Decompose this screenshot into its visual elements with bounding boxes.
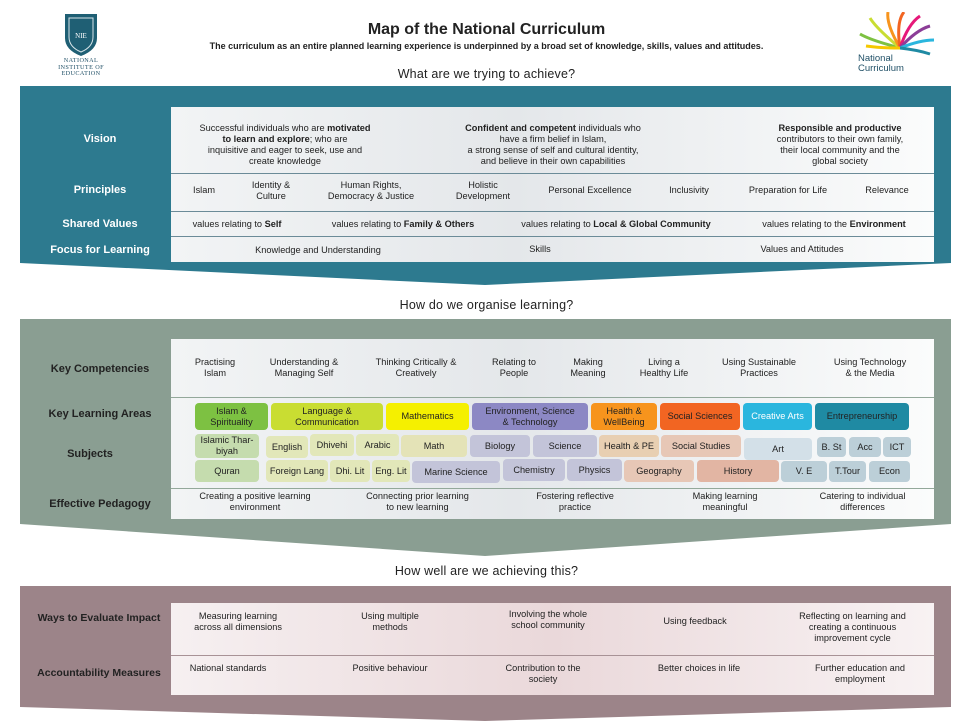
- subject-ve: V. E: [781, 461, 827, 482]
- competency-thinking: Thinking Critically & Creatively: [375, 357, 457, 379]
- accountability-education: Further education and employment: [815, 663, 905, 685]
- accountability-contribution: Contribution to the society: [505, 663, 581, 685]
- evaluate-measuring: Measuring learning across all dimensions: [194, 611, 282, 633]
- principle-excellence: Personal Excellence: [548, 185, 632, 195]
- question-achieve: What are we trying to achieve?: [397, 67, 576, 81]
- area-math: Mathematics: [386, 403, 469, 430]
- pedagogy-environment: Creating a positive learning environment: [199, 491, 311, 513]
- row-label-learning-areas: Key Learning Areas: [48, 408, 152, 420]
- principle-human-rights: Human Rights, Democracy & Justice: [327, 180, 415, 202]
- subject-acc: Acc: [849, 437, 881, 457]
- subject-eng-lit: Eng. Lit: [372, 460, 410, 482]
- row-label-shared-values: Shared Values: [62, 218, 138, 230]
- principle-preparation: Preparation for Life: [748, 185, 828, 195]
- pedagogy-reflective: Fostering reflective practice: [536, 491, 614, 513]
- focus-knowledge: Knowledge and Understanding: [255, 245, 381, 255]
- competency-sustainable: Using Sustainable Practices: [721, 357, 797, 379]
- principle-identity: Identity & Culture: [251, 180, 291, 202]
- nie-logo-text: NATIONAL INSTITUTE OF EDUCATION: [58, 57, 104, 77]
- subject-econ: Econ: [869, 461, 910, 482]
- accountability-choices: Better choices in life: [657, 663, 741, 673]
- subject-ict: ICT: [883, 437, 911, 457]
- row-label-evaluate: Ways to Evaluate Impact: [37, 612, 161, 624]
- principle-islam: Islam: [193, 185, 215, 195]
- evaluate-feedback: Using feedback: [663, 616, 727, 626]
- competency-healthy: Living a Healthy Life: [639, 357, 689, 379]
- area-environment: Environment, Science & Technology: [472, 403, 588, 430]
- value-family: values relating to Family & Others: [331, 219, 475, 229]
- subject-social-studies: Social Studies: [661, 435, 741, 457]
- row-label-principles: Principles: [73, 184, 127, 196]
- competency-technology: Using Technology & the Media: [833, 357, 907, 379]
- area-social: Social Sciences: [660, 403, 740, 430]
- principle-relevance: Relevance: [865, 185, 909, 195]
- row-label-accountability: Accountability Measures: [37, 667, 161, 679]
- focus-values: Values and Attitudes: [760, 244, 844, 254]
- subject-math: Math: [401, 435, 467, 457]
- competency-islam: Practising Islam: [194, 357, 236, 379]
- subject-ttour: T.Tour: [829, 461, 866, 482]
- principle-holistic: Holistic Development: [455, 180, 511, 202]
- row-label-vision: Vision: [83, 133, 117, 145]
- subject-health-pe: Health & PE: [599, 435, 659, 457]
- competency-relating: Relating to People: [492, 357, 536, 379]
- subject-history: History: [697, 460, 779, 482]
- principle-inclusivity: Inclusivity: [669, 185, 709, 195]
- vision-1: Successful individuals who are motivated to learn and explore; who are inquisitive and eager to seek, use and create knowledge: [199, 123, 371, 167]
- question-organise: How do we organise learning?: [399, 298, 574, 312]
- pedagogy-meaningful: Making learning meaningful: [692, 491, 758, 513]
- subject-art: Art: [744, 438, 812, 460]
- value-self: values relating to Self: [192, 219, 282, 229]
- pedagogy-differences: Catering to individual differences: [819, 491, 906, 513]
- nie-badge-text: NIE: [75, 32, 87, 40]
- row-label-competencies: Key Competencies: [50, 363, 150, 375]
- evaluate-multiple: Using multiple methods: [361, 611, 419, 633]
- subject-geography: Geography: [624, 460, 694, 482]
- subject-chemistry: Chemistry: [503, 459, 565, 481]
- subject-foreign-lang: Foreign Lang: [266, 460, 328, 482]
- vision-2: Confident and competent individuals who have a firm belief in Islam, a strong sense of self and cultural identity, and believe in their own capabilities: [465, 123, 641, 167]
- pedagogy-prior-learning: Connecting prior learning to new learning: [366, 491, 469, 513]
- area-health: Health & WellBeing: [591, 403, 657, 430]
- subject-english: English: [266, 436, 308, 458]
- competency-self: Understanding & Managing Self: [269, 357, 339, 379]
- curriculum-flower-icon: [850, 12, 935, 56]
- vision-3: Responsible and productive contributors to their own family, their local community and the global society: [776, 123, 904, 167]
- competency-meaning: Making Meaning: [570, 357, 606, 379]
- row-label-subjects: Subjects: [67, 448, 113, 460]
- subject-marine-science: Marine Science: [412, 461, 500, 483]
- curriculum-logo-text: National Curriculum: [858, 53, 904, 75]
- subject-bst: B. St: [817, 437, 846, 457]
- subject-dhi-lit: Dhi. Lit: [330, 460, 370, 482]
- subject-science: Science: [533, 435, 597, 457]
- value-community: values relating to Local & Global Community: [521, 219, 711, 229]
- accountability-behaviour: Positive behaviour: [352, 663, 428, 673]
- evaluate-reflecting: Reflecting on learning and creating a continuous improvement cycle: [799, 611, 906, 644]
- value-environment: values relating to the Environment: [762, 219, 906, 229]
- subject-islamic-tharbiyah: Islamic Thar- biyah: [195, 434, 259, 458]
- page-subtitle: The curriculum as an entire planned learning experience is underpinned by a broad set of knowledge, skills, values and attitudes.: [209, 41, 764, 51]
- focus-skills: Skills: [529, 244, 551, 254]
- accountability-standards: National standards: [189, 663, 267, 673]
- row-label-pedagogy: Effective Pedagogy: [49, 498, 151, 510]
- subject-arabic: Arabic: [356, 434, 399, 456]
- area-language: Language & Communication: [271, 403, 383, 430]
- subject-quran: Quran: [195, 460, 259, 482]
- subject-physics: Physics: [567, 459, 622, 481]
- evaluate-whole-school: Involving the whole school community: [508, 609, 588, 631]
- row-label-focus: Focus for Learning: [50, 244, 150, 256]
- area-islam: Islam & Spirituality: [195, 403, 268, 430]
- subject-dhivehi: Dhivehi: [310, 434, 354, 456]
- question-achieving: How well are we achieving this?: [394, 564, 579, 578]
- page-title: Map of the National Curriculum: [367, 21, 606, 38]
- area-entrepreneurship: Entrepreneurship: [815, 403, 909, 430]
- subject-biology: Biology: [470, 435, 530, 457]
- area-arts: Creative Arts: [743, 403, 812, 430]
